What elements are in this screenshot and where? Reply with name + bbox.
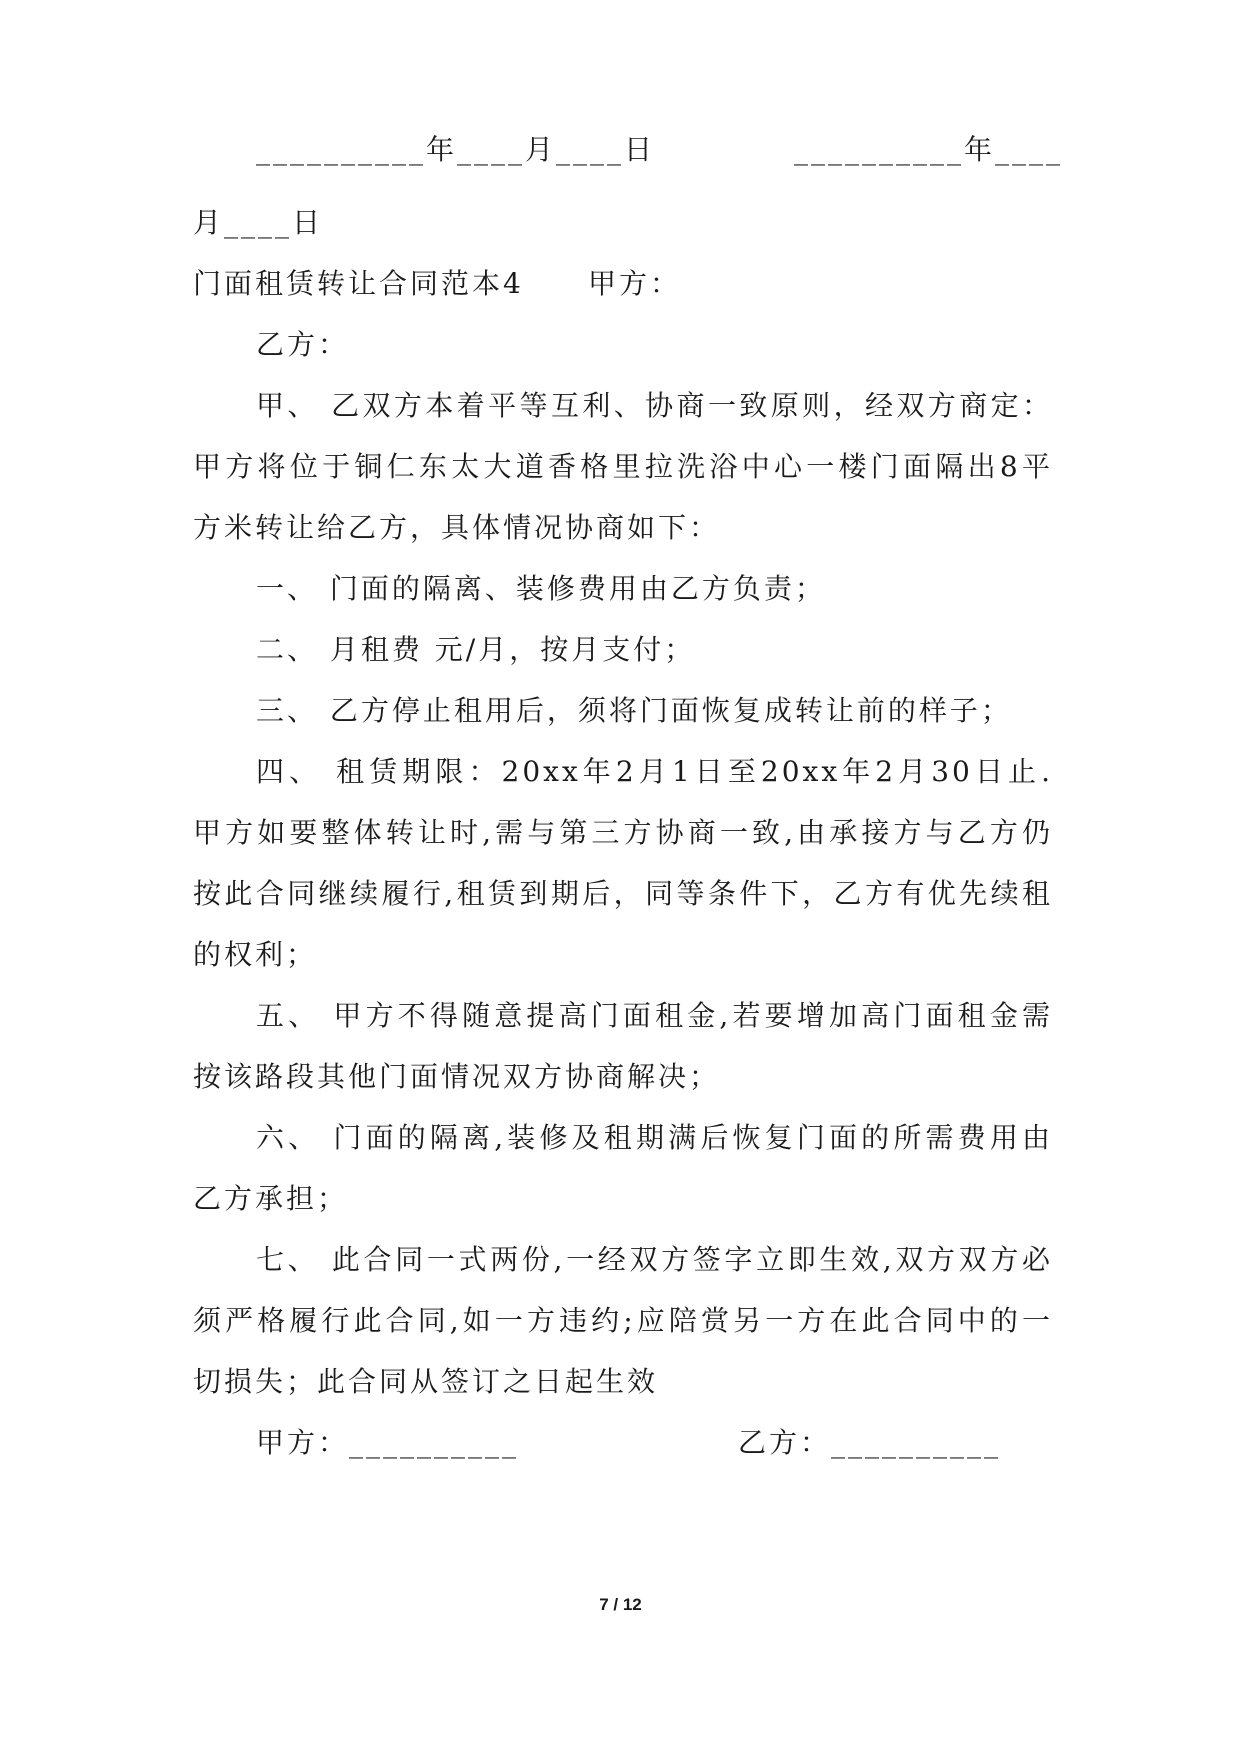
clause-6: 六、 门面的隔离,装修及租期满后恢复门面的所需费用由	[256, 1121, 1053, 1154]
paragraph-line: 甲、 乙双方本着平等互利、协商一致原则，经双方商定：	[256, 389, 1053, 422]
party-a-signature: 甲方：__________	[256, 1426, 520, 1459]
clause-4: 四、 租赁期限：20xx年2月1日至20xx年2月30日止.	[256, 755, 1053, 788]
party-b-header: 乙方：	[256, 328, 350, 361]
title-line	[193, 264, 1053, 304]
clause-7-line: 切损失；此合同从签订之日起生效	[193, 1365, 659, 1398]
clause-7: 七、 此合同一式两份,一经双方签字立即生效,双方双方必	[256, 1243, 1053, 1276]
signature-line	[256, 1423, 1053, 1463]
clause-5: 五、 甲方不得随意提高门面租金,若要增加高门面租金需	[256, 999, 1053, 1032]
clause-7-line: 须严格履行此合同,如一方违约;应陪赏另一方在此合同中的一	[193, 1304, 1053, 1337]
clause-4-line: 按此合同继续履行,租赁到期后，同等条件下，乙方有优先续租	[193, 877, 1053, 910]
document-title: 门面租赁转让合同范本4	[193, 267, 524, 300]
clause-2: 二、 月租费 元/月，按月支付；	[256, 633, 696, 666]
page-number: 7 / 12	[599, 1595, 642, 1614]
clause-6-line: 乙方承担；	[193, 1182, 349, 1215]
clause-3: 三、 乙方停止租用后，须将门面恢复成转让前的样子；	[256, 694, 1012, 727]
clause-4-line: 的权利；	[193, 938, 318, 971]
date-line-left: __________年____月____日	[256, 133, 656, 166]
date-line-right: __________年____	[794, 133, 1064, 166]
paragraph-line: 甲方将位于铜仁东太大道香格里拉洗浴中心一楼门面隔出8平	[193, 450, 1053, 483]
clause-1: 一、 门面的隔离、装修费用由乙方负责；	[256, 572, 826, 605]
party-a-header: 甲方：	[588, 267, 682, 300]
date-line	[256, 130, 1064, 170]
clause-4-line: 甲方如要整体转让时,需与第三方协商一致,由承接方与乙方仍	[193, 816, 1053, 849]
clause-5-line: 按该路段其他门面情况双方协商解决；	[193, 1060, 721, 1093]
party-b-signature: 乙方：__________	[738, 1426, 1002, 1459]
date-line-continuation: 月____日	[193, 206, 324, 239]
paragraph-line: 方米转让给乙方，具体情况协商如下：	[193, 511, 721, 544]
